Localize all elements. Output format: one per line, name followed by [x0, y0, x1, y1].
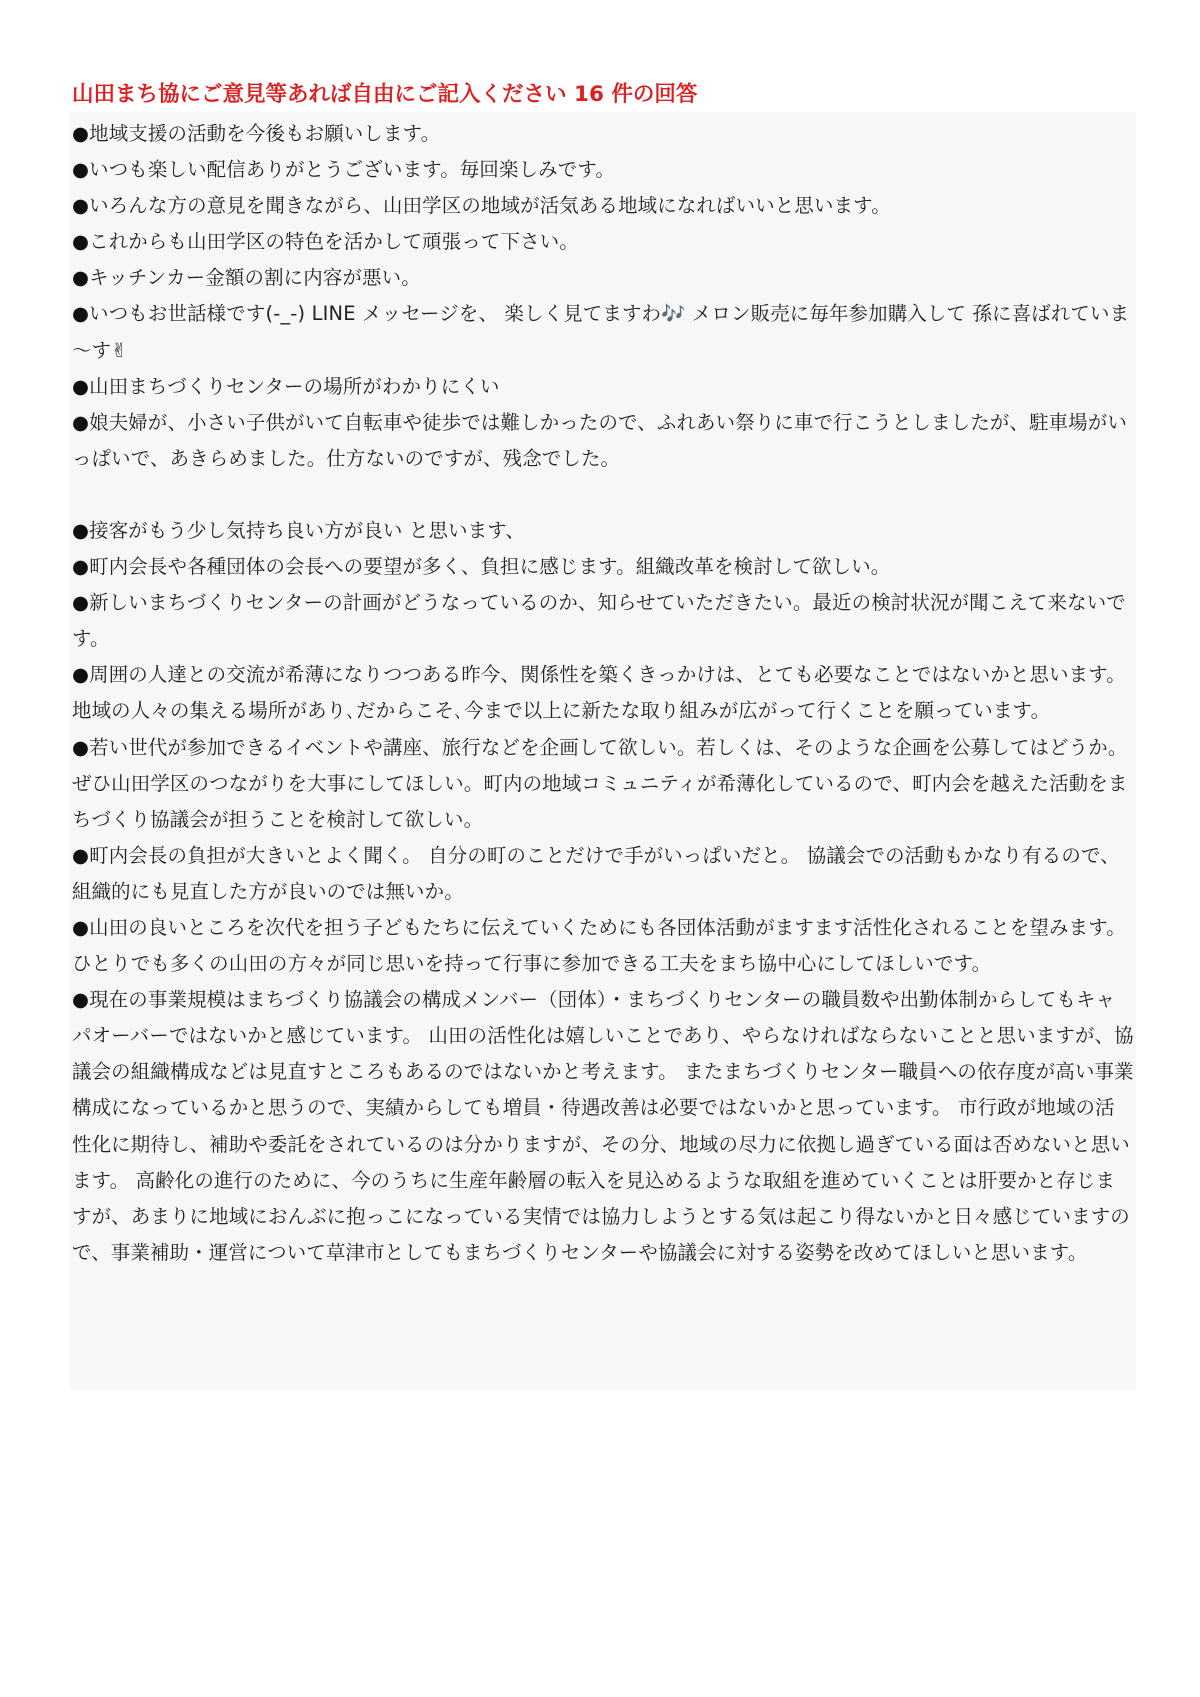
response-text: 現在の事業規模はまちづくり協議会の構成メンバー（団体）・まちづくりセンターの職員数や出勤体制からしてもキャパオーバーではないかと感じています。 山田の活性化は嬉しいことであり、やらなければならないことと思いますが、協議会の組織構成などは見直すところもあるのではないかと考えます。 またまちづくりセンター職員への依存度が高い事業構成になっているかと思うので、実績からしても増員・待遇改善は必要ではないかと思っています。 市行政が地域の活性化に期待し、補助や委託をされているのは分かりますが、その分、地域の尽力に依拠し過ぎている面は否めないと思います。 高齢化の進行のために、今のうちに生産年齢層の転入を見込めるような取組を進めていくことは肝要かと存じますが、あまりに地域におんぶに抱っこになっている実情では協力しようとする気は起こり得ないかと日々感じていますので、事業補助・運営について草津市としてもまちづくりセンターや協議会に対する姿勢を改めてほしいと思います。: [72, 988, 1134, 1264]
response-item: [72, 730, 1134, 838]
response-item: [72, 910, 1134, 982]
bullet-icon: ●: [72, 735, 90, 759]
response-item: [72, 549, 1134, 585]
response-item: [72, 585, 1134, 657]
response-text: 町内会長の負担が大きいとよく聞く。 自分の町のことだけで手がいっぱいだと。 協議会での活動もかなり有るので、組織的にも見直した方が良いのでは無いか。: [72, 843, 1120, 903]
response-item: [72, 838, 1134, 910]
response-text: 新しいまちづくりセンターの計画がどうなっているのか、知らせていただきたい。最近の検討状況が聞こえて来ないです。: [72, 591, 1126, 651]
bullet-icon: ●: [72, 194, 90, 218]
bullet-icon: ●: [72, 518, 90, 542]
response-item: [72, 513, 1134, 549]
bullet-icon: ●: [72, 374, 90, 398]
response-item: [72, 296, 1134, 368]
bullet-icon: ●: [72, 302, 90, 326]
response-text: 山田まちづくりセンターの場所がわかりにくい: [89, 374, 500, 398]
response-item: [72, 224, 1134, 260]
response-text: キッチンカー金額の割に内容が悪い。: [89, 266, 421, 290]
bullet-icon: ●: [72, 555, 90, 579]
response-item: [72, 369, 1134, 405]
response-item: [72, 405, 1134, 477]
bullet-icon: ●: [72, 591, 90, 615]
response-text: 若い世代が参加できるイベントや講座、旅行などを企画して欲しい。若しくは、そのような企画を公募してはどうか。 ぜひ山田学区のつながりを大事にしてほしい。町内の地域コミュニティが希薄化しているので、町内会を越えた活動をまちづくり協議会が担うことを検討して欲しい。: [72, 735, 1128, 831]
bullet-icon: ●: [72, 266, 90, 290]
bullet-icon: ●: [72, 158, 90, 182]
response-text: 娘夫婦が、小さい子供がいて自転車や徒歩では難しかったので、ふれあい祭りに車で行こうとしましたが、駐車場がいっぱいで、あきらめました。仕方ないのですが、残念でした。: [72, 410, 1128, 470]
response-text: 山田の良いところを次代を担う子どもたちに伝えていくためにも各団体活動がますます活性化されることを望みます。ひとりでも多くの山田の方々が同じ思いを持って行事に参加できる工夫をまち協中心にしてほしいです。: [72, 915, 1126, 976]
bullet-icon: ●: [72, 122, 90, 145]
bullet-icon: ●: [72, 663, 90, 687]
response-text: 周囲の人達との交流が希薄になりつつある昨今、関係性を築くきっかけは、とても必要なことではないかと思います。地域の人々の集える場所があり､だからこそ､今まで以上に新たな取り組みが広がって行くことを願っています。: [72, 663, 1126, 723]
response-text: 接客がもう少し気持ち良い方が良い と思います、: [89, 518, 525, 542]
response-text: いつも楽しい配信ありがとうございます。毎回楽しみです。: [89, 158, 615, 182]
bullet-icon: ●: [72, 988, 90, 1012]
bullet-icon: ●: [72, 915, 90, 939]
bullet-icon: ●: [72, 843, 90, 867]
bullet-icon: ●: [72, 230, 90, 254]
response-item: [72, 152, 1134, 188]
response-item: [72, 657, 1134, 729]
survey-title: 山田まち協にご意見等あれば自由にご記入ください 16 件の回答: [72, 82, 698, 107]
response-item: [72, 116, 1134, 152]
response-item: [72, 188, 1134, 224]
response-text: 地域支援の活動を今後もお願いします。: [89, 122, 441, 145]
bullet-icon: ●: [72, 410, 90, 434]
response-text: いつもお世話様です(-_-) LINE メッセージを、 楽しく見てますわ🎶 メロン販売に毎年参加購入して 孫に喜ばれていま～す✌: [72, 302, 1130, 362]
response-text: これからも山田学区の特色を活かして頑張って下さい。: [89, 230, 579, 254]
response-item: [72, 260, 1134, 296]
response-list: [72, 116, 1134, 1271]
response-item: [72, 982, 1134, 1271]
response-text: いろんな方の意見を聞きながら、山田学区の地域が活気ある地域になればいいと思います。: [89, 194, 891, 218]
response-text: 町内会長や各種団体の会長への要望が多く、負担に感じます。組織改革を検討して欲しい。: [89, 555, 891, 579]
